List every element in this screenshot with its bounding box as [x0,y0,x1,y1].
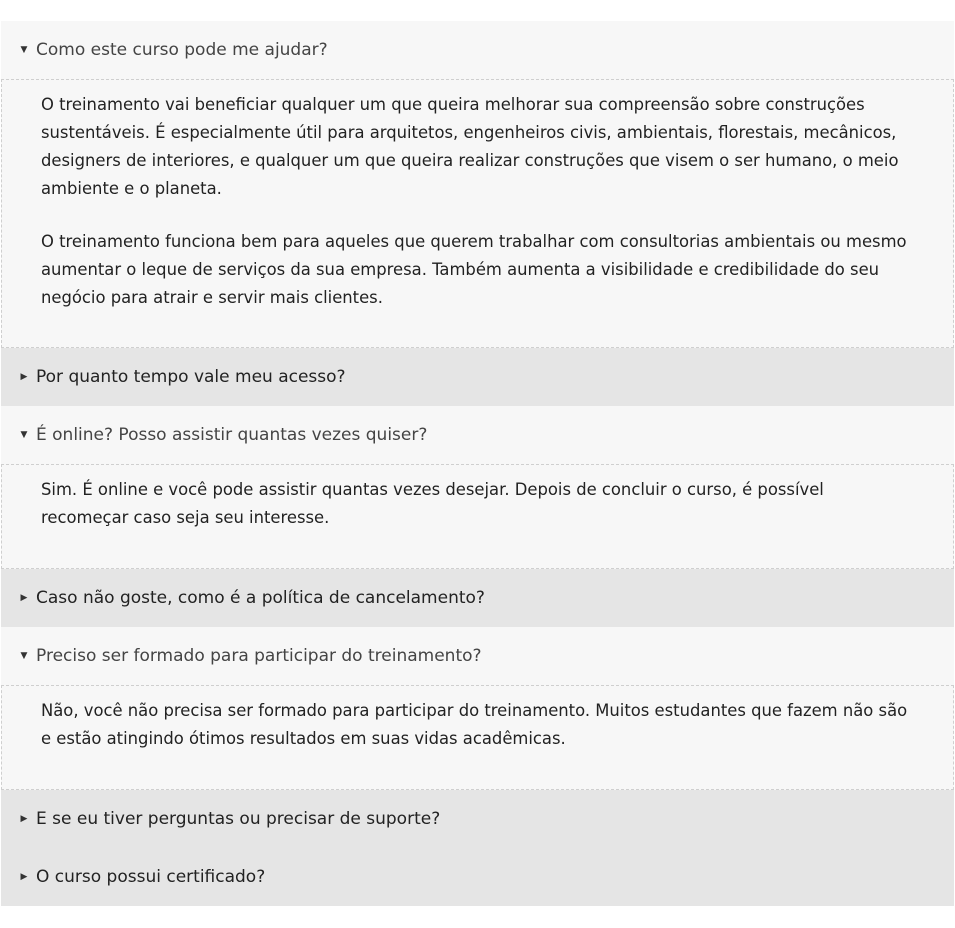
faq-question-label: É online? Posso assistir quantas vezes quiser? [36,425,428,445]
faq-answer-5 [1,685,954,790]
faq-question-label: Por quanto tempo vale meu acesso? [36,367,346,387]
caret-right-icon: ▶ [20,592,28,603]
faq-question-6[interactable] [1,790,954,848]
faq-question-2[interactable] [1,348,954,406]
faq-question-3[interactable] [1,406,954,464]
caret-down-icon: ▼ [20,429,28,440]
faq-question-4[interactable] [1,569,954,627]
faq-question-5[interactable] [1,627,954,685]
caret-down-icon: ▼ [20,650,28,661]
faq-question-1[interactable] [1,21,954,79]
faq-question-label: Preciso ser formado para participar do treinamento? [36,646,482,666]
faq-answer-paragraph: Sim. É online e você pode assistir quantas vezes desejar. Depois de concluir o curso, é possível recomeçar caso seja seu interesse. [41,480,824,527]
caret-down-icon: ▼ [20,44,28,55]
faq-answer-paragraph: Não, você não precisa ser formado para participar do treinamento. Muitos estudantes que fazem não são e estão atingindo ótimos resultados em suas vidas acadêmicas. [41,701,908,748]
faq-answer-paragraph: O treinamento vai beneficiar qualquer um que queira melhorar sua compreensão sobre construções sustentáveis. É especialmente útil para arquitetos, engenheiros civis, ambientais, florestais, mecânicos, designers de interiores, e qualquer um que queira realizar construções que visem o ser humano, o meio ambiente e o planeta. [41,95,899,198]
faq-answer-paragraph: O treinamento funciona bem para aqueles que querem trabalhar com consultorias ambientais ou mesmo aumentar o leque de serviços da sua empresa. Também aumenta a visibilidade e credibilidade do seu negócio para atrair e servir mais clientes. [41,232,907,307]
caret-right-icon: ▶ [20,813,28,824]
faq-accordion [1,21,954,906]
faq-answer-3 [1,464,954,569]
faq-question-label: E se eu tiver perguntas ou precisar de suporte? [36,809,441,829]
caret-right-icon: ▶ [20,371,28,382]
faq-answer-1 [1,79,954,348]
faq-question-label: Caso não goste, como é a política de cancelamento? [36,588,485,608]
faq-question-7[interactable] [1,848,954,906]
faq-question-label: O curso possui certificado? [36,867,266,887]
faq-question-label: Como este curso pode me ajudar? [36,40,328,60]
caret-right-icon: ▶ [20,871,28,882]
